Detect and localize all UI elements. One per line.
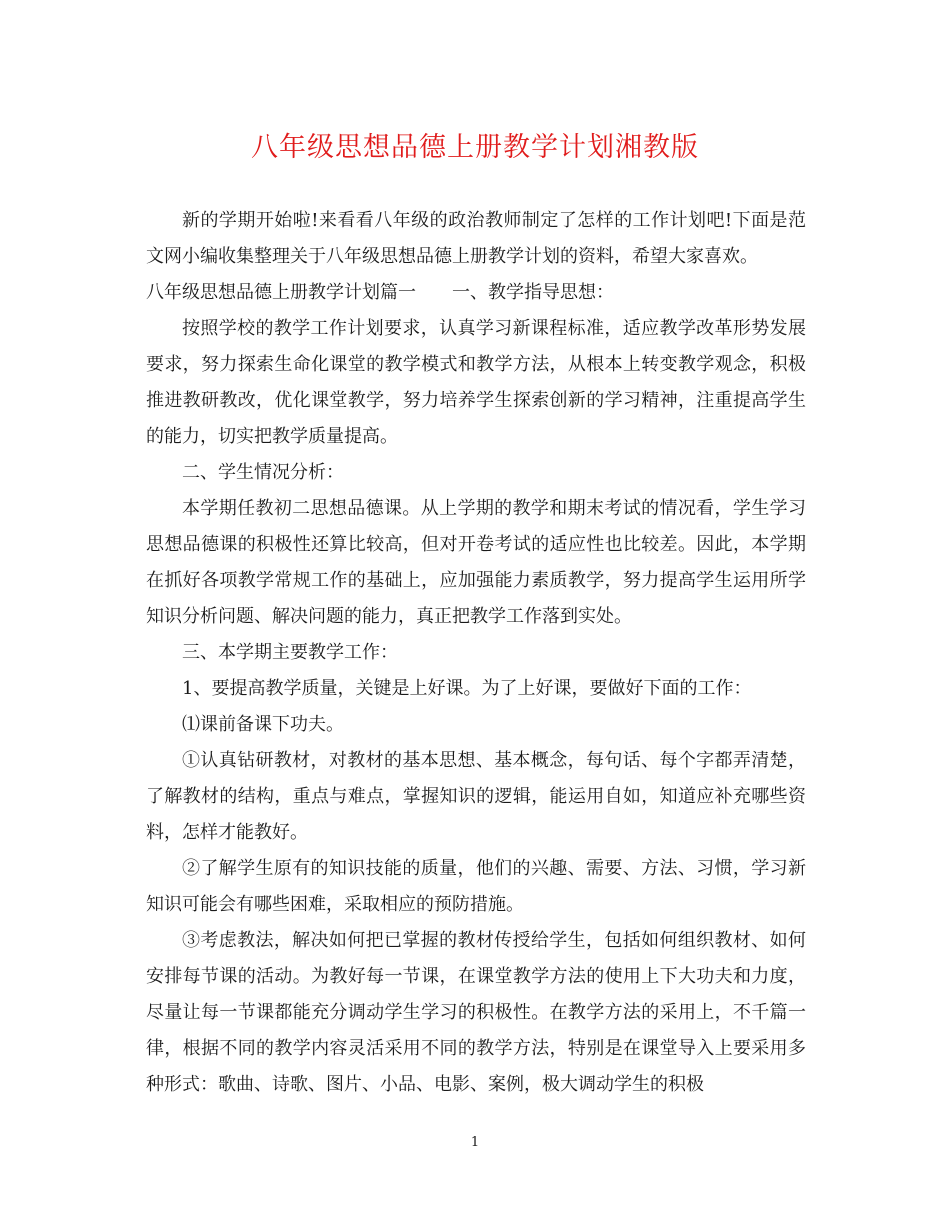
paragraph-circle-3: ③考虑教法，解决如何把已掌握的教材传授给学生，包括如何组织教材、如何安排每节课的活动。为教好每一节课，在课堂教学方法的使用上下大功夫和力度，尽量让每一节课都能充分调动学生学习的积极性。在教学方法的采用上，不千篇一律，根据不同的教学内容灵活采用不同的教学方法，特别是在课堂导入上要采用多种形式：歌曲、诗歌、图片、小品、电影、案例，极大调动学生的积极 — [146, 930, 806, 1095]
paragraph-circle-2: ②了解学生原有的知识技能的质量，他们的兴趣、需要、方法、习惯，学习新知识可能会有哪些困难，采取相应的预防措施。 — [146, 858, 806, 915]
paragraph-student-analysis-heading: 二、学生情况分析： — [182, 462, 344, 483]
document-body — [146, 203, 806, 1103]
paragraph-item-1: 1、要提高教学质量，关键是上好课。为了上好课，要做好下面的工作： — [182, 678, 752, 699]
document-title: 八年级思想品德上册教学计划湘教版 — [251, 132, 699, 163]
paragraph-guiding-thought: 按照学校的教学工作计划要求，认真学习新课程标准，适应教学改革形势发展要求，努力探索生命化课堂的教学模式和教学方法，从根本上转变教学观念，积极推进教研教改，优化课堂教学，努力培养学生探索创新的学习精神，注重提高学生的能力，切实把教学质量提高。 — [146, 318, 806, 447]
paragraph-intro: 新的学期开始啦!来看看八年级的政治教师制定了怎样的工作计划吧!下面是范文网小编收集整理关于八年级思想品德上册教学计划的资料，希望大家喜欢。 — [146, 210, 806, 267]
paragraph-circle-1: ①认真钻研教材，对教材的基本思想、基本概念，每句话、每个字都弄清楚，了解教材的结构，重点与难点，掌握知识的逻辑，能运用自如，知道应补充哪些资料，怎样才能教好。 — [146, 750, 806, 843]
paragraph-section-heading: 八年级思想品德上册教学计划篇一 一、教学指导思想： — [146, 282, 614, 303]
paragraph-item-1-1: ⑴课前备课下功夫。 — [182, 714, 344, 735]
paragraph-main-work-heading: 三、本学期主要教学工作： — [182, 642, 398, 663]
paragraph-student-analysis: 本学期任教初二思想品德课。从上学期的教学和期末考试的情况看，学生学习思想品德课的积极性还算比较高，但对开卷考试的适应性也比较差。因此，本学期在抓好各项教学常规工作的基础上，应加强能力素质教学，努力提高学生运用所学知识分析问题、解决问题的能力，真正把教学工作落到实处。 — [146, 498, 806, 627]
page-number: 1 — [470, 1135, 480, 1150]
